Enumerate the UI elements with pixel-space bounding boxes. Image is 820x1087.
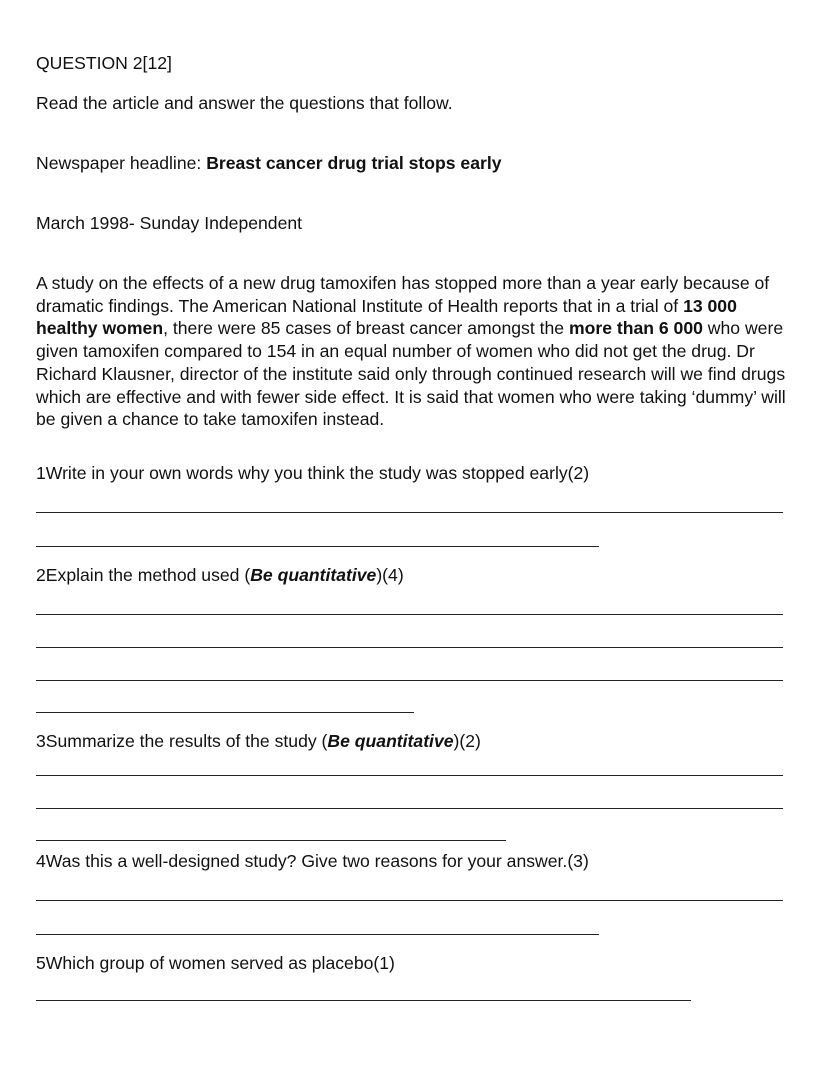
answer-line[interactable] bbox=[36, 840, 506, 841]
answer-line[interactable] bbox=[36, 647, 783, 648]
headline-prefix: Newspaper headline: bbox=[36, 153, 207, 173]
question-heading: QUESTION 2[12] bbox=[36, 53, 172, 73]
answer-line[interactable] bbox=[36, 934, 599, 935]
question-3-emphasis: Be quantitative bbox=[327, 731, 454, 751]
instruction-text: Read the article and answer the questions that follow. bbox=[36, 93, 453, 113]
question-2-prefix: 2Explain the method used ( bbox=[36, 565, 251, 585]
question-4: 4Was this a well-designed study? Give two reasons for your answer.(3) bbox=[36, 851, 589, 871]
question-2 bbox=[36, 564, 404, 586]
answer-line[interactable] bbox=[36, 808, 783, 809]
answer-line[interactable] bbox=[36, 512, 783, 513]
question-2-emphasis: Be quantitative bbox=[250, 565, 377, 585]
answer-line[interactable] bbox=[36, 712, 414, 713]
answer-line[interactable] bbox=[36, 1000, 691, 1001]
question-3-prefix: 3Summarize the results of the study ( bbox=[36, 731, 328, 751]
article-text-2: , there were 85 cases of breast cancer amongst the bbox=[163, 318, 569, 339]
question-3-suffix: )(2) bbox=[453, 731, 481, 751]
article-text-1: A study on the effects of a new drug tamoxifen has stopped more than a year early because of dramatic findings. The American National Institute of Health reports that in a trial of bbox=[36, 273, 770, 316]
question-1: 1Write in your own words why you think the study was stopped early(2) bbox=[36, 463, 590, 483]
article-text-3: who were given tamoxifen compared to 154 in an equal number of women who did not get the drug. Dr Richard Klausner, director of the institute said only through continued research will we find drugs which are effective and with fewer side effect. It is said that women who were taking ‘dummy’ will be given a chance to take tamoxifen instead. bbox=[36, 318, 786, 430]
answer-line[interactable] bbox=[36, 546, 599, 547]
article-bold-2: more than 6 000 bbox=[568, 318, 703, 339]
answer-line[interactable] bbox=[36, 900, 783, 901]
answer-line[interactable] bbox=[36, 775, 783, 776]
question-5: 5Which group of women served as placebo(1) bbox=[36, 953, 395, 973]
article-paragraph bbox=[36, 272, 796, 431]
article-bold-1: 13 000 healthy women bbox=[36, 295, 737, 339]
article-source: March 1998- Sunday Independent bbox=[36, 213, 303, 233]
answer-line[interactable] bbox=[36, 614, 783, 615]
answer-line[interactable] bbox=[36, 680, 783, 681]
question-2-suffix: )(4) bbox=[376, 565, 404, 585]
headline-text: Breast cancer drug trial stops early bbox=[206, 153, 502, 173]
headline-line bbox=[36, 152, 502, 174]
question-3 bbox=[36, 730, 481, 752]
